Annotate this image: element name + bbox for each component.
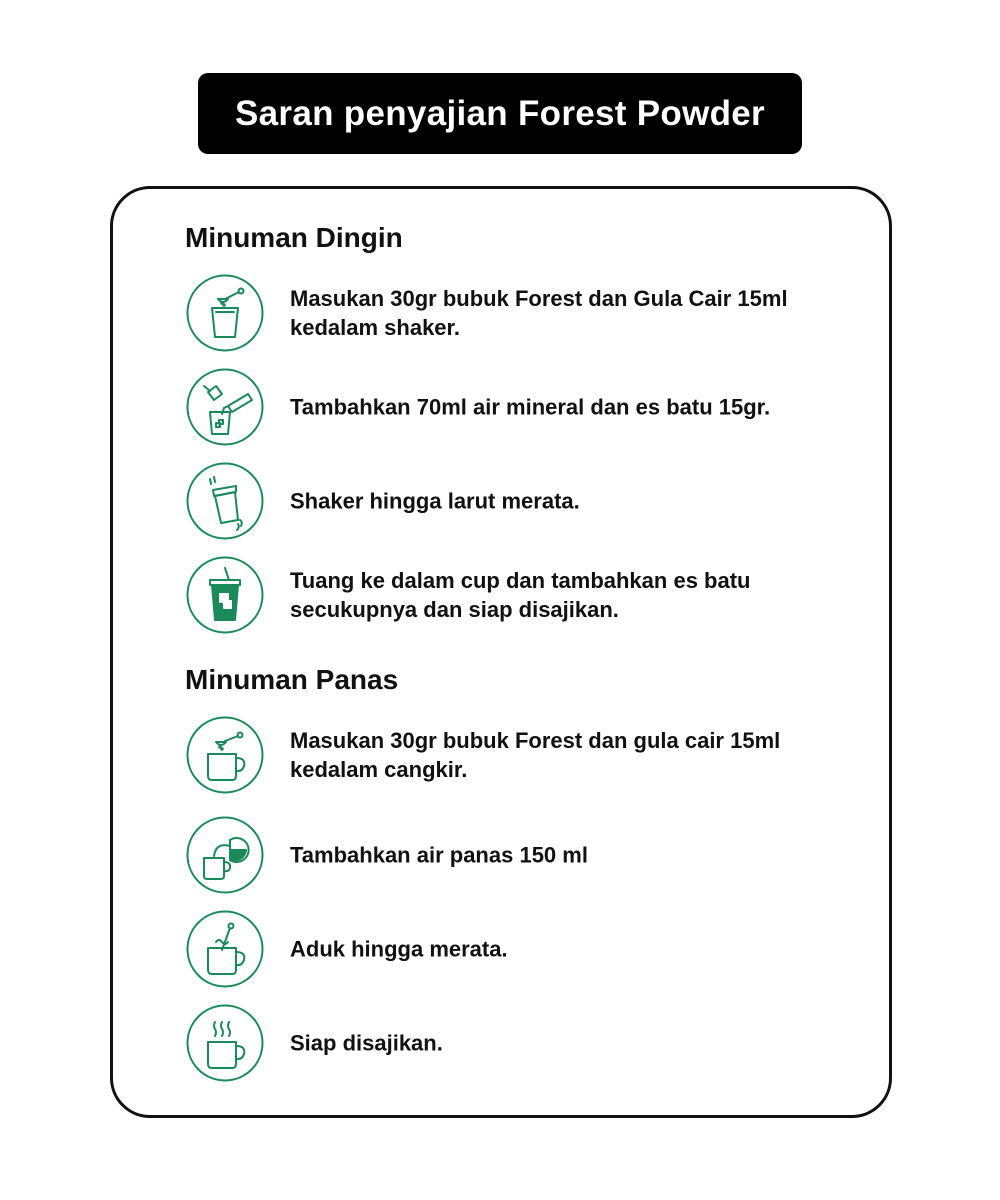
- scoop-into-shaker-icon: [186, 274, 264, 352]
- step-text: Tambahkan 70ml air mineral dan es batu 15gr.: [290, 394, 771, 420]
- cold-step-3: [186, 462, 846, 540]
- hot-step-2: [186, 816, 846, 894]
- hot-step-3: [186, 910, 846, 988]
- step-text: Shaker hingga larut merata.: [290, 488, 580, 514]
- cold-step-1: [186, 274, 846, 352]
- step-text: Aduk hingga merata.: [290, 936, 508, 962]
- pour-water-ice-icon: [186, 368, 264, 446]
- hot-step-4: [186, 1004, 846, 1082]
- iced-cup-icon: [186, 556, 264, 634]
- hot-step-1: [186, 716, 846, 794]
- cold-step-2: [186, 368, 846, 446]
- stir-mug-icon: [186, 910, 264, 988]
- shaking-shaker-icon: [186, 462, 264, 540]
- steaming-mug-icon: [186, 1004, 264, 1082]
- scoop-into-mug-icon: [186, 716, 264, 794]
- step-text: Masukan 30gr bubuk Forest dan gula cair 15ml kedalam cangkir.: [290, 728, 781, 782]
- step-text: Masukan 30gr bubuk Forest dan Gula Cair 15ml kedalam shaker.: [290, 286, 788, 340]
- step-text: Siap disajikan.: [290, 1030, 443, 1056]
- section-heading-hot: Minuman Panas: [185, 664, 399, 695]
- step-text: Tuang ke dalam cup dan tambahkan es batu secukupnya dan siap disajikan.: [290, 568, 751, 622]
- cold-step-4: [186, 556, 846, 634]
- step-text: Tambahkan air panas 150 ml: [290, 842, 588, 868]
- page-title: Saran penyajian Forest Powder: [198, 73, 802, 154]
- section-heading-cold: Minuman Dingin: [185, 222, 403, 253]
- pour-hot-water-icon: [186, 816, 264, 894]
